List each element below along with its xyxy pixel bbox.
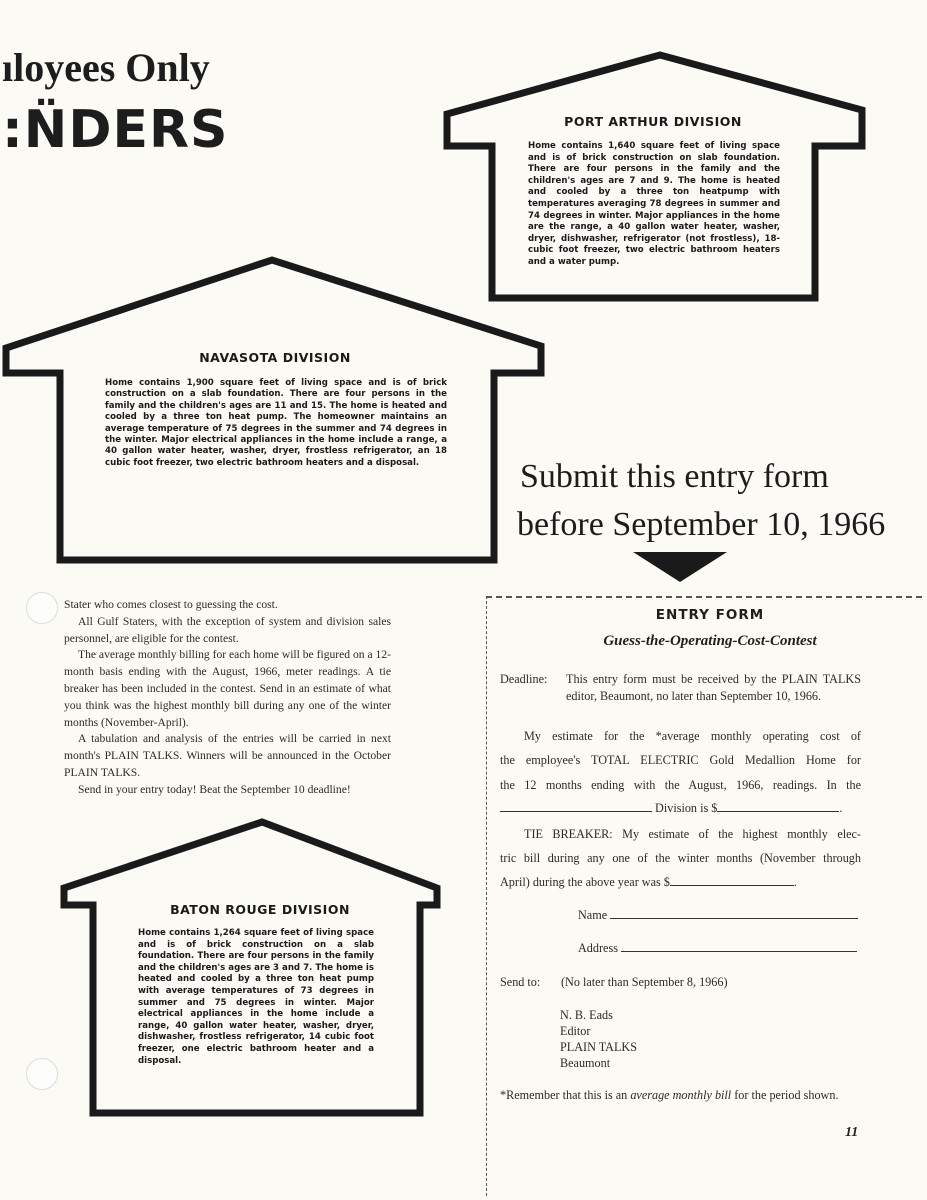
period: . — [839, 801, 843, 815]
navasota-title: NAVASOTA DIVISION — [199, 350, 351, 365]
period: . — [793, 875, 797, 889]
send-to-note: (No later than September 8, 1966) — [561, 975, 728, 989]
tie-breaker-line-1: TIE BREAKER: My estimate of the highest monthly elec- — [524, 827, 861, 841]
division-label: Division is $ — [655, 801, 718, 815]
address-line: PLAIN TALKS — [560, 1040, 638, 1054]
footnote-text: *Remember that this is an — [500, 1088, 631, 1102]
name-label: Name — [578, 908, 608, 922]
tie-breaker-label: April) during the above year was $ — [500, 875, 670, 889]
address-row — [578, 940, 863, 957]
article-paragraph: The average monthly billing for each home will be figured on a 12-month basis ending with the August, 1966, meter readings. A tie breaker has been included in the contest. Send in an estimate of what you think was the highest monthly bill during any one of the winter months (November-April). — [64, 648, 391, 729]
submit-headline-line-1: Submit this entry form — [520, 458, 829, 495]
baton-rouge-text: Home contains 1,264 square feet of living space and is of brick construction on a slab foundation. There are four persons in the family and the children's ages are 3 and 7. The home is heated and cooled by a three ton heat pump with average temperatures of 73 degrees in summer and 75 degrees in winter. Major electrical appliances in the home include a range, 40 gallon water heater, washer, dryer, dishwasher, frostless refrigerator, 14 cubic foot freezer, one electric bathroom heater and a disposal. — [138, 928, 374, 1066]
send-to-label: Send to: — [500, 975, 541, 989]
footnote-emphasis: average monthly bill — [630, 1088, 732, 1102]
address-line: Editor — [560, 1024, 591, 1038]
port-arthur-title: PORT ARTHUR DIVISION — [564, 114, 742, 129]
article-paragraph: All Gulf Staters, with the exception of system and division sales personnel, are eligible for the contest. — [64, 614, 391, 645]
estimate-line-1: My estimate for the *average monthly operating cost of — [524, 729, 861, 743]
estimate-line-3: the 12 months ending with the August, 1966, readings. In the — [500, 778, 861, 792]
address-line: N. B. Eads — [560, 1008, 613, 1022]
header-line-1: ıloyees Only — [2, 45, 210, 90]
form-subtitle: Guess-the-Operating-Cost-Contest — [603, 633, 817, 649]
port-arthur-text: Home contains 1,640 square feet of living space and is of brick construction on slab foundation. There are four persons in the family and the children's ages are 7 and 9. The home is heated and cooled by a three ton heatpump with temperatures averaging 78 degrees in summer and 74 degrees in winter. Major appliances in the home are the range, a 40 gallon water heater, washer, dryer, dishwasher, refrigerator (not frostless), 18-cubic foot freezer, two electric bathroom heaters and a water pump. — [528, 141, 780, 267]
footnote — [500, 1087, 870, 1104]
footnote-text: for the period shown. — [731, 1088, 839, 1102]
tie-breaker-cost-field[interactable] — [670, 885, 794, 886]
tie-breaker-line-3 — [500, 874, 865, 891]
division-cost-field[interactable] — [717, 811, 839, 812]
submit-headline-line-2: before September 10, 1966 — [517, 506, 886, 543]
navasota-text: Home contains 1,900 square feet of living space and is of brick construction on a slab foundation. There are four persons in the family and the children's ages are 11 and 15. The home is heated and cooled by a three ton heat pump. The homeowner maintains an average temperature of 75 degrees in the summer and 74 degrees in the winter. Major electrical appliances in the home include a range, a 40 gallon water heater, washer, dryer, frostless refrigerator, an 18 cubic foot freezer, two electric bathroom heaters and a disposal. — [105, 378, 447, 468]
article-column — [64, 597, 391, 799]
form-dashed-border-left — [486, 596, 487, 1196]
address-field[interactable] — [621, 951, 857, 952]
address-line: Beaumont — [560, 1056, 611, 1070]
name-field[interactable] — [610, 918, 858, 919]
tie-breaker-line-2: tric bill during any one of the winter months (November through — [500, 851, 861, 865]
header-line-2: :N̈DERS — [2, 100, 229, 160]
name-row — [578, 907, 863, 924]
down-arrow-icon — [633, 552, 727, 582]
form-dashed-border-top — [486, 596, 922, 598]
form-title: ENTRY FORM — [655, 607, 765, 623]
article-paragraph: Stater who comes closest to guessing the cost. — [64, 598, 278, 611]
article-paragraph: Send in your entry today! Beat the September 10 deadline! — [78, 782, 351, 796]
division-row — [500, 800, 865, 817]
estimate-line-2: the employee's TOTAL ELECTRIC Gold Medallion Home for — [500, 753, 861, 767]
page-number: 11 — [845, 1125, 859, 1140]
address-label: Address — [578, 941, 618, 955]
article-paragraph: A tabulation and analysis of the entries will be carried in next month's PLAIN TALKS. Winners will be announced in the October PLAIN TALKS. — [64, 732, 391, 779]
deadline-label: Deadline: — [500, 672, 548, 686]
division-name-field[interactable] — [500, 811, 652, 812]
baton-rouge-title: BATON ROUGE DIVISION — [170, 902, 350, 917]
deadline-text: This entry form must be received by the PLAIN TALKS editor, Beaumont, no later than September 10, 1966. — [566, 672, 861, 703]
